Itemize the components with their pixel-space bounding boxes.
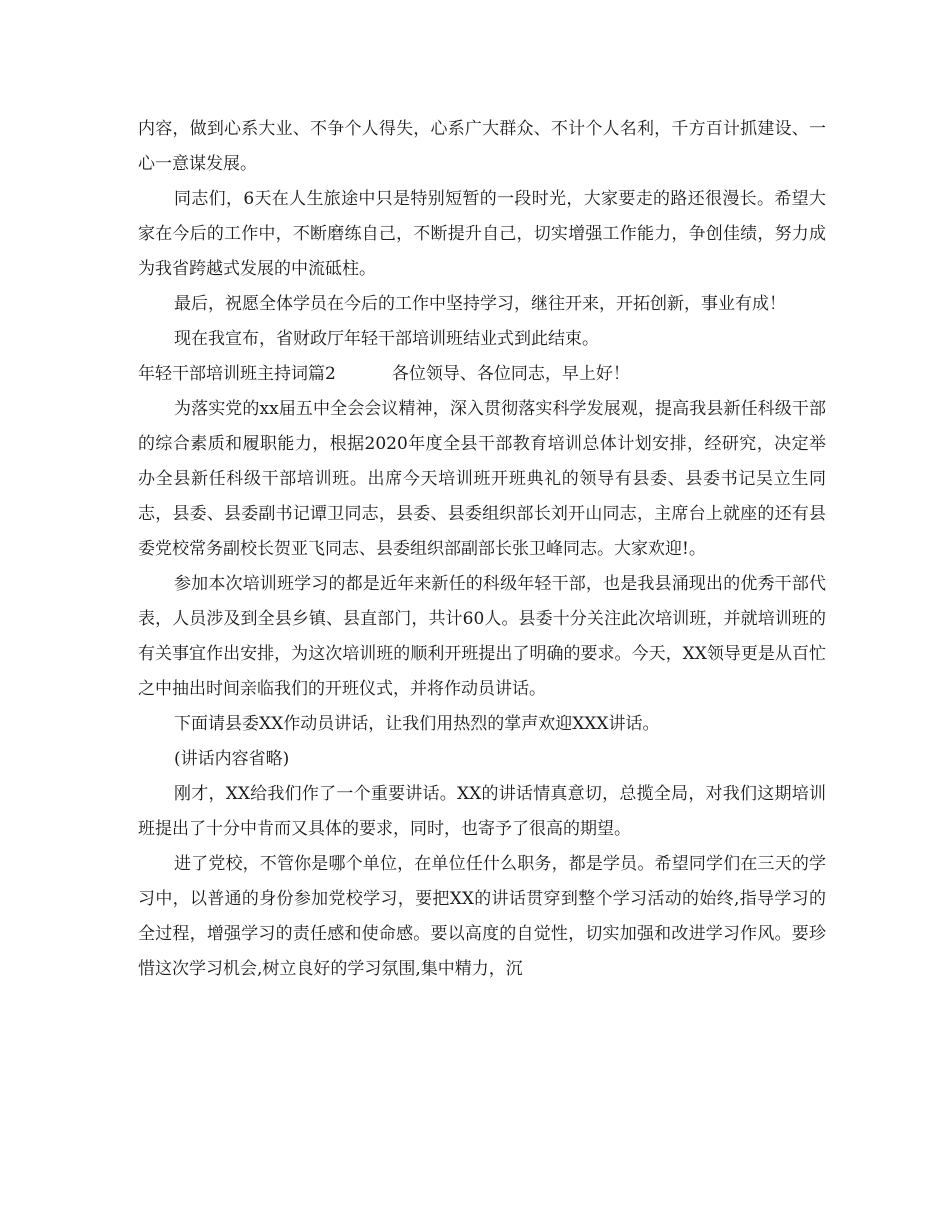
paragraph-3: 最后，祝愿全体学员在今后的工作中坚持学习，继往开来，开拓创新，事业有成！ bbox=[174, 294, 786, 314]
paragraph-10: 进了党校，不管你是哪个单位，在单位任什么职务，都是学员。希望同学们在三天的学习中，以普通的身份参加党校学习，要把XX的讲话贯穿到整个学习活动的始终,指导学习的全过程，增强学习的责任感和使命感。要以高度的自觉性，切实加强和改进学习作风。要珍惜这次学习机会,树立良好的学习氛围,集中精力，沉 bbox=[138, 854, 826, 979]
document-page bbox=[138, 112, 826, 987]
section-heading bbox=[138, 357, 826, 392]
paragraph-1: 内容，做到心系大业、不争个人得失，心系广大群众、不计个人名利，千方百计抓建设、一心一意谋发展。 bbox=[138, 119, 826, 174]
paragraph-2: 同志们，6天在人生旅途中只是特别短暂的一段时光，大家要走的路还很漫长。希望大家在今后的工作中，不断磨练自己，不断提升自己，切实增强工作能力，争创佳绩，努力成为我省跨越式发展的中流砥柱。 bbox=[138, 189, 826, 279]
section-title: 年轻干部培训班主持词篇2 bbox=[138, 364, 336, 384]
paragraph-6: 参加本次培训班学习的都是近年来新任的科级年轻干部，也是我县涌现出的优秀干部代表，人员涉及到全县乡镇、县直部门，共计60人。县委十分关注此次培训班，并就培训班的有关事宜作出安排，为这次培训班的顺利开班提出了明确的要求。今天，XX领导更是从百忙之中抽出时间亲临我们的开班仪式，并将作动员讲话。 bbox=[138, 574, 826, 699]
section-greeting: 各位领导、各位同志，早上好！ bbox=[391, 364, 630, 384]
paragraph-5: 为落实党的xx届五中全会会议精神，深入贯彻落实科学发展观，提高我县新任科级干部的综合素质和履职能力，根据2020年度全县干部教育培训总体计划安排，经研究，决定举办全县新任科级干部培训班。出席今天培训班开班典礼的领导有县委、县委书记吴立生同志，县委、县委副书记谭卫同志，县委、县委组织部长刘开山同志，主席台上就座的还有县委党校常务副校长贺亚飞同志、县委组织部副部长张卫峰同志。大家欢迎!。 bbox=[138, 399, 826, 559]
paragraph-9: 刚才，XX给我们作了一个重要讲话。XX的讲话情真意切，总揽全局，对我们这期培训班提出了十分中肯而又具体的要求，同时，也寄予了很高的期望。 bbox=[138, 784, 826, 839]
paragraph-7: 下面请县委XX作动员讲话，让我们用热烈的掌声欢迎XXX讲话。 bbox=[174, 714, 660, 734]
paragraph-8: (讲话内容省略) bbox=[174, 749, 290, 769]
heading-gap bbox=[336, 357, 392, 392]
paragraph-4: 现在我宣布，省财政厅年轻干部培训班结业式到此结束。 bbox=[174, 329, 599, 349]
